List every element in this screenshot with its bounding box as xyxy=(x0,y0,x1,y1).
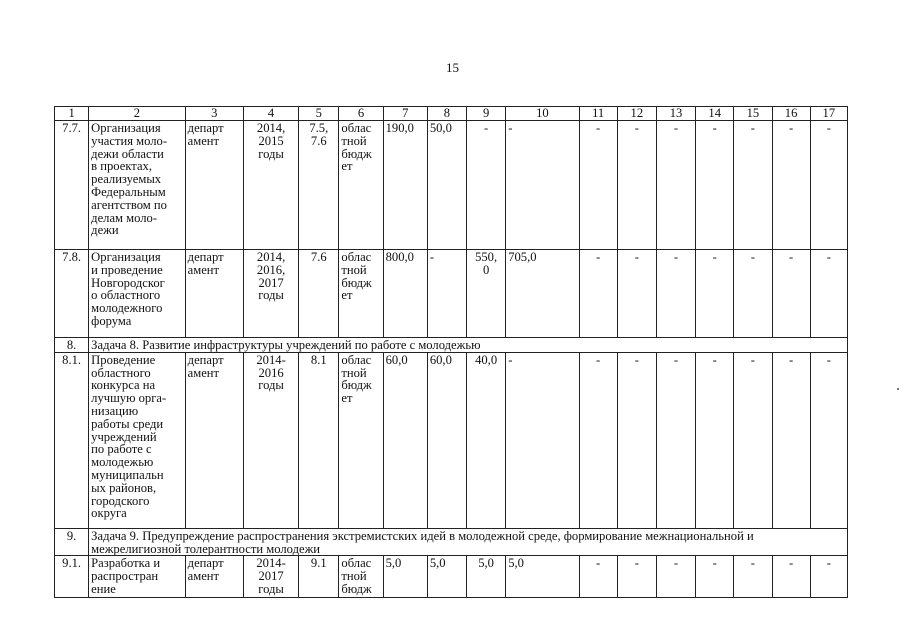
table-cell: департ амент xyxy=(185,352,243,528)
table-cell: 2014- 2017 годы xyxy=(243,556,298,598)
table-cell: - xyxy=(696,121,734,250)
table-cell: 5,0 xyxy=(427,556,466,598)
table-cell: 5,0 xyxy=(506,556,579,598)
task-title: Задача 8. Развитие инфраструктуры учреждений по работе с молодежью xyxy=(89,338,848,353)
table-cell: 5,0 xyxy=(467,556,506,598)
table-cell: - xyxy=(427,250,466,338)
table-cell: департ амент xyxy=(185,121,243,250)
table-cell: департ амент xyxy=(185,556,243,598)
page-number: 15 xyxy=(446,60,459,75)
table-cell: 8.1 xyxy=(299,352,339,528)
table-cell: 7.5, 7.6 xyxy=(299,121,339,250)
table-cell: 60,0 xyxy=(427,352,466,528)
table-cell: - xyxy=(734,250,772,338)
table-cell: 2014, 2016, 2017 годы xyxy=(243,250,298,338)
table-cell: - xyxy=(579,556,617,598)
table-cell: - xyxy=(506,352,579,528)
column-header: 7 xyxy=(383,107,427,121)
table-cell: - xyxy=(810,121,847,250)
table-body xyxy=(55,107,848,598)
table-cell: - xyxy=(734,121,772,250)
table-cell: 50,0 xyxy=(427,121,466,250)
table-cell: - xyxy=(579,250,617,338)
table-cell: - xyxy=(734,352,772,528)
table-cell: Проведение областного конкурса на лучшую орга- низацию работы среди учреждений по работе с молодежью муниципальн ых районов, городского округа xyxy=(89,352,185,528)
table-cell: - xyxy=(696,250,734,338)
table-cell: 7.7. xyxy=(55,121,89,250)
table-cell: - xyxy=(579,352,617,528)
table-cell: - xyxy=(656,250,695,338)
activities-table xyxy=(54,106,848,598)
table-cell: - xyxy=(696,352,734,528)
column-header: 10 xyxy=(506,107,579,121)
table-cell: облас тной бюдж ет xyxy=(339,121,383,250)
table-cell: 705,0 xyxy=(506,250,579,338)
table-cell: 800,0 xyxy=(383,250,427,338)
column-header: 1 xyxy=(55,107,89,121)
table-cell: департ амент xyxy=(185,250,243,338)
column-header: 4 xyxy=(243,107,298,121)
column-header: 9 xyxy=(467,107,506,121)
table-cell: - xyxy=(734,556,772,598)
table-row xyxy=(55,556,848,598)
table-cell: - xyxy=(617,250,656,338)
task-title: Задача 9. Предупреждение распространения экстремистских идей в молодежной среде, формирование межнациональной и межрелигиозной толерантности молодежи xyxy=(89,528,848,556)
task-number: 8. xyxy=(55,338,89,353)
table-cell: 550, 0 xyxy=(467,250,506,338)
table-row xyxy=(55,352,848,528)
task-row xyxy=(55,338,848,353)
table-cell: 190,0 xyxy=(383,121,427,250)
column-header: 5 xyxy=(299,107,339,121)
table-cell: 7.8. xyxy=(55,250,89,338)
table-cell: - xyxy=(810,352,847,528)
table-cell: - xyxy=(772,352,810,528)
table-cell: - xyxy=(772,556,810,598)
column-header: 6 xyxy=(339,107,383,121)
scan-speck xyxy=(897,388,899,390)
column-header: 2 xyxy=(89,107,185,121)
column-header: 17 xyxy=(810,107,847,121)
table-cell: 8.1. xyxy=(55,352,89,528)
table-cell: - xyxy=(772,250,810,338)
table-cell: 9.1. xyxy=(55,556,89,598)
table-cell: 5,0 xyxy=(383,556,427,598)
table-cell: 60,0 xyxy=(383,352,427,528)
table-cell: 9.1 xyxy=(299,556,339,598)
table-cell: - xyxy=(810,250,847,338)
table-cell: - xyxy=(617,556,656,598)
column-header: 8 xyxy=(427,107,466,121)
task-row xyxy=(55,528,848,556)
task-number: 9. xyxy=(55,528,89,556)
header-row xyxy=(55,107,848,121)
column-header: 15 xyxy=(734,107,772,121)
table-cell: - xyxy=(617,352,656,528)
table-cell: - xyxy=(656,121,695,250)
table-cell: - xyxy=(617,121,656,250)
column-header: 11 xyxy=(579,107,617,121)
table-cell: - xyxy=(772,121,810,250)
column-header: 16 xyxy=(772,107,810,121)
table-cell: - xyxy=(810,556,847,598)
table-cell: - xyxy=(579,121,617,250)
table-row xyxy=(55,121,848,250)
table-cell: Разработка и распростран ение xyxy=(89,556,185,598)
column-header: 12 xyxy=(617,107,656,121)
table-cell: - xyxy=(656,352,695,528)
column-header: 14 xyxy=(696,107,734,121)
table-cell: - xyxy=(656,556,695,598)
table-cell: 40,0 xyxy=(467,352,506,528)
table-cell: - xyxy=(467,121,506,250)
table-row xyxy=(55,250,848,338)
table-cell: Организация и проведение Новгородског о областного молодежного форума xyxy=(89,250,185,338)
table-cell: Организация участия моло- дежи области в проектах, реализуемых Федеральным агентством по делам моло- дежи xyxy=(89,121,185,250)
table-cell: 2014- 2016 годы xyxy=(243,352,298,528)
table-cell: 7.6 xyxy=(299,250,339,338)
column-header: 13 xyxy=(656,107,695,121)
table-cell: облас тной бюдж xyxy=(339,556,383,598)
table-cell: облас тной бюдж ет xyxy=(339,250,383,338)
table-cell: - xyxy=(506,121,579,250)
table-cell: 2014, 2015 годы xyxy=(243,121,298,250)
table-cell: - xyxy=(696,556,734,598)
table-cell: облас тной бюдж ет xyxy=(339,352,383,528)
column-header: 3 xyxy=(185,107,243,121)
